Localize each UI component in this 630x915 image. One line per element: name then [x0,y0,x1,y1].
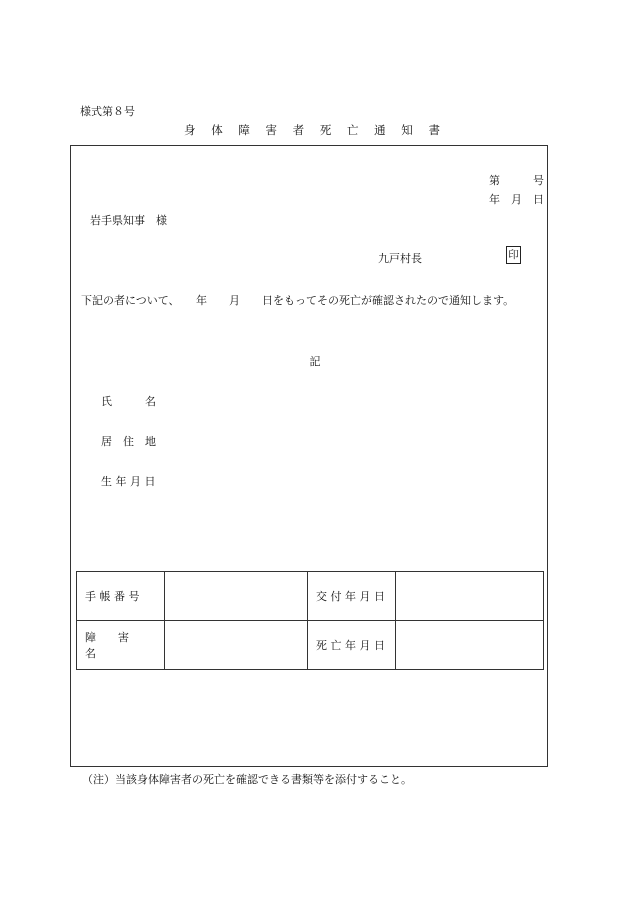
issue-date-label: 交 付 年 月 日 [308,572,396,621]
disability-name-cell[interactable] [165,621,308,670]
issuer-name: 九戸村長 [378,252,422,265]
seal-mark: 印 [506,246,521,264]
table-row [77,621,544,670]
attachment-note: （注）当該身体障害者の死亡を確認できる書類等を添付すること。 [82,773,412,786]
addressee: 岩手県知事 様 [90,214,167,227]
table-row [77,572,544,621]
address-field-label: 居 住 地 [101,435,156,448]
form-frame [70,145,548,767]
ki-heading: 記 [309,355,321,368]
death-date-label: 死 亡 年 月 日 [308,621,396,670]
death-date-cell[interactable] [396,621,544,670]
handbook-number-cell[interactable] [165,572,308,621]
notification-body: 下記の者について、 年 月 日をもってその死亡が確認されたので通知します。 [81,294,515,307]
name-field-label: 氏 名 [101,395,156,408]
issue-date-cell[interactable] [396,572,544,621]
document-date-line: 年 月 日 [489,193,544,206]
birthdate-field-label: 生 年 月 日 [101,475,156,488]
handbook-number-label: 手 帳 番 号 [77,572,165,621]
handbook-info-table [76,571,544,670]
document-number-line: 第 号 [489,174,544,187]
disability-name-label: 障 害 名 [77,621,165,670]
form-number: 様式第８号 [80,105,135,118]
document-title: 身 体 障 害 者 死 亡 通 知 書 [184,123,446,137]
